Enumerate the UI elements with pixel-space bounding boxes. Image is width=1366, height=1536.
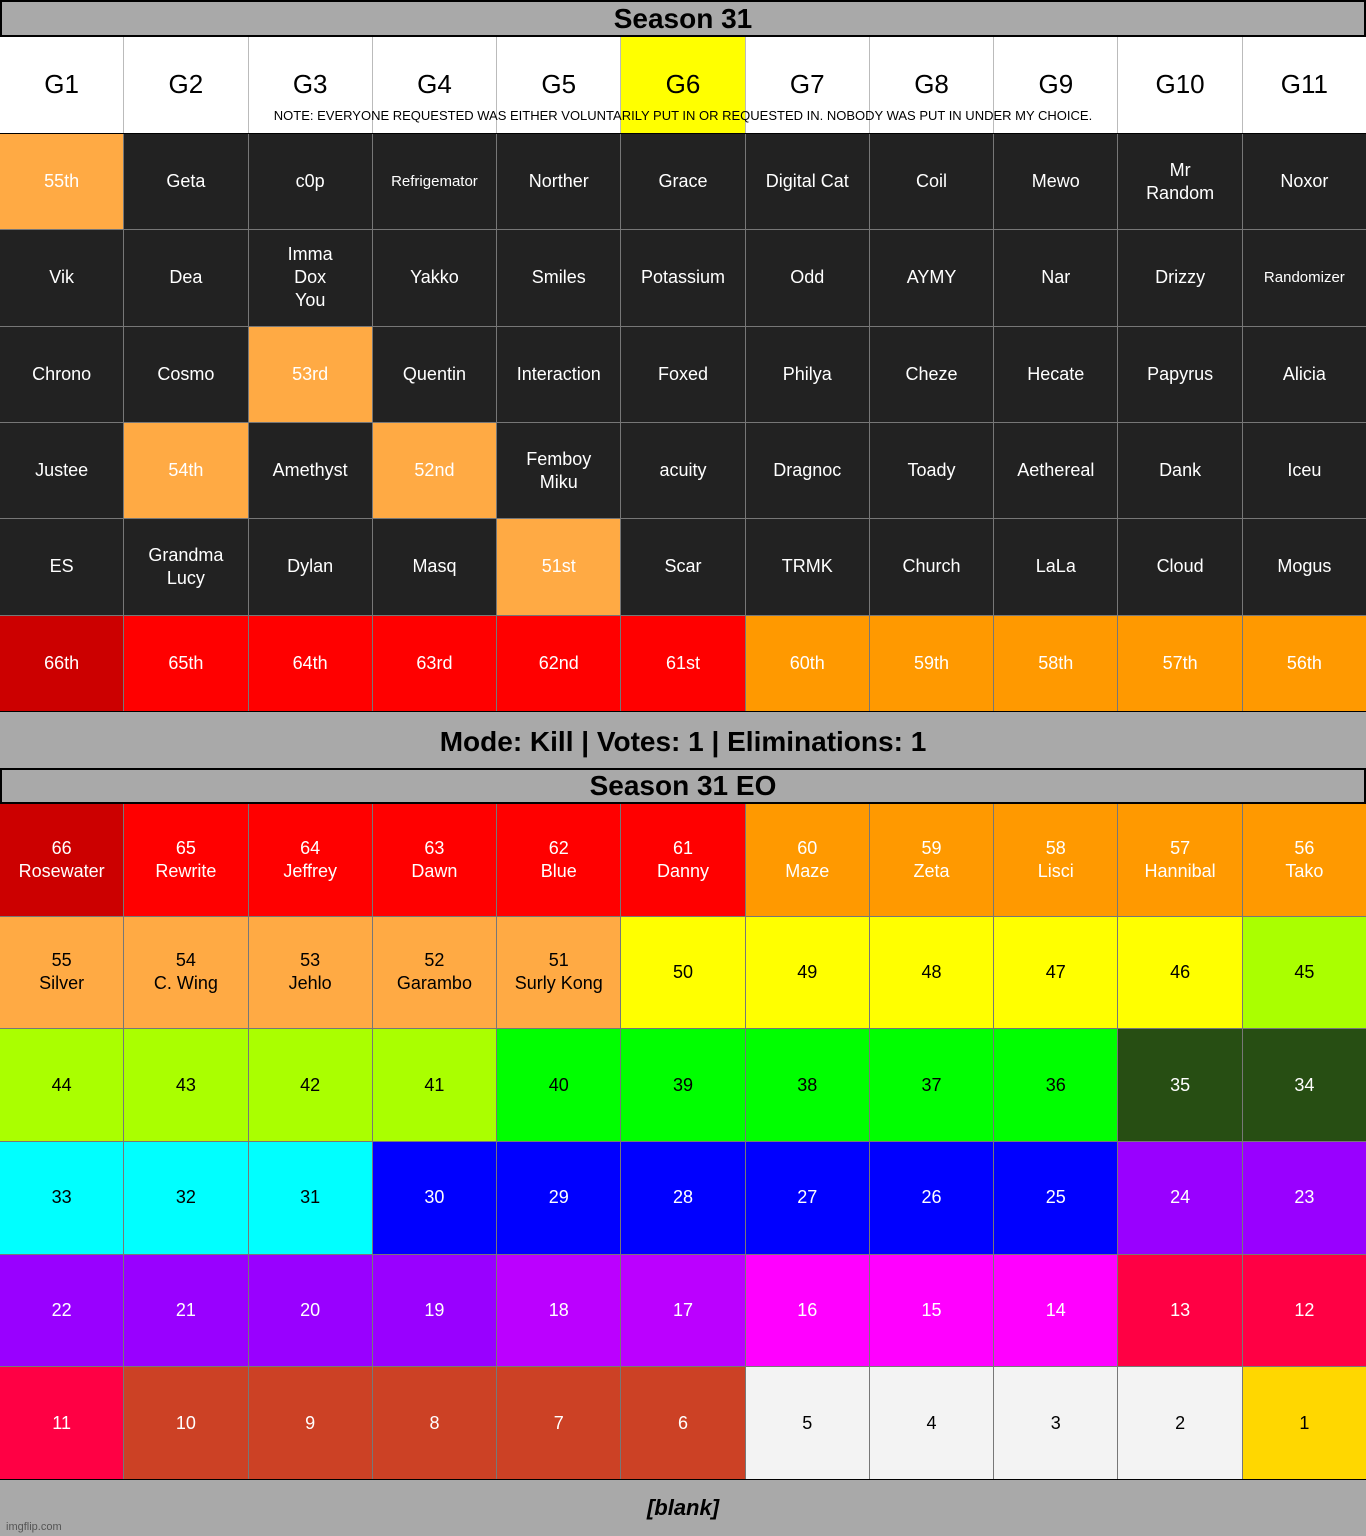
roster-cell: Coil bbox=[870, 134, 993, 229]
roster-cell: Papyrus bbox=[1118, 327, 1241, 422]
roster-cell: Yakko bbox=[373, 230, 496, 325]
roster-cell: Iceu bbox=[1243, 423, 1366, 518]
roster-cell: Cheze bbox=[870, 327, 993, 422]
eo-cell: 27 bbox=[746, 1142, 869, 1254]
group-header-highlighted: G6 bbox=[621, 37, 744, 133]
eo-cell: 9 bbox=[249, 1367, 372, 1479]
roster-cell: Nar bbox=[994, 230, 1117, 325]
eo-cell: 24 bbox=[1118, 1142, 1241, 1254]
roster-cell: Hecate bbox=[994, 327, 1117, 422]
group-header: G9 bbox=[994, 37, 1117, 133]
eo-cell: 29 bbox=[497, 1142, 620, 1254]
eo-cell: 60 Maze bbox=[746, 804, 869, 916]
group-header: G10 bbox=[1118, 37, 1241, 133]
eo-cell: 41 bbox=[373, 1029, 496, 1141]
roster-cell: Digital Cat bbox=[746, 134, 869, 229]
eo-cell: 30 bbox=[373, 1142, 496, 1254]
mode-line: Mode: Kill | Votes: 1 | Eliminations: 1 bbox=[0, 712, 1366, 768]
eo-cell: 31 bbox=[249, 1142, 372, 1254]
roster-cell: 57th bbox=[1118, 616, 1241, 711]
group-header: G3 bbox=[249, 37, 372, 133]
group-header: G4 bbox=[373, 37, 496, 133]
eo-cell: 22 bbox=[0, 1255, 123, 1367]
eo-cell: 26 bbox=[870, 1142, 993, 1254]
roster-cell: Aethereal bbox=[994, 423, 1117, 518]
roster-cell: Mewo bbox=[994, 134, 1117, 229]
season-title: Season 31 bbox=[0, 0, 1366, 37]
eo-cell: 47 bbox=[994, 917, 1117, 1029]
watermark: imgflip.com bbox=[6, 1521, 62, 1533]
roster-cell: 64th bbox=[249, 616, 372, 711]
roster-cell: 62nd bbox=[497, 616, 620, 711]
roster-cell: Mogus bbox=[1243, 519, 1366, 614]
eo-cell: 43 bbox=[124, 1029, 247, 1141]
eo-cell: 5 bbox=[746, 1367, 869, 1479]
eo-cell: 51 Surly Kong bbox=[497, 917, 620, 1029]
eo-cell: 23 bbox=[1243, 1142, 1366, 1254]
eo-cell: 16 bbox=[746, 1255, 869, 1367]
eo-cell: 65 Rewrite bbox=[124, 804, 247, 916]
eo-cell: 18 bbox=[497, 1255, 620, 1367]
roster-cell: Alicia bbox=[1243, 327, 1366, 422]
eo-cell: 53 Jehlo bbox=[249, 917, 372, 1029]
eo-cell: 32 bbox=[124, 1142, 247, 1254]
roster-cell: Imma Dox You bbox=[249, 230, 372, 325]
eo-cell: 25 bbox=[994, 1142, 1117, 1254]
eo-cell: 54 C. Wing bbox=[124, 917, 247, 1029]
roster-cell: 65th bbox=[124, 616, 247, 711]
roster-cell: Femboy Miku bbox=[497, 423, 620, 518]
roster-cell: Quentin bbox=[373, 327, 496, 422]
eo-cell: 35 bbox=[1118, 1029, 1241, 1141]
roster-cell: 63rd bbox=[373, 616, 496, 711]
eo-cell: 8 bbox=[373, 1367, 496, 1479]
eo-cell: 63 Dawn bbox=[373, 804, 496, 916]
eo-cell: 66 Rosewater bbox=[0, 804, 123, 916]
eo-cell: 59 Zeta bbox=[870, 804, 993, 916]
roster-cell: Dank bbox=[1118, 423, 1241, 518]
roster-cell: TRMK bbox=[746, 519, 869, 614]
footer-blank: [blank] bbox=[0, 1480, 1366, 1536]
eo-cell: 62 Blue bbox=[497, 804, 620, 916]
eo-cell: 15 bbox=[870, 1255, 993, 1367]
roster-cell: Grace bbox=[621, 134, 744, 229]
eo-cell: 40 bbox=[497, 1029, 620, 1141]
eo-cell: 46 bbox=[1118, 917, 1241, 1029]
roster-cell: Cloud bbox=[1118, 519, 1241, 614]
group-header: G7 bbox=[746, 37, 869, 133]
roster-cell: 51st bbox=[497, 519, 620, 614]
eo-cell: 39 bbox=[621, 1029, 744, 1141]
eo-cell: 19 bbox=[373, 1255, 496, 1367]
eo-cell: 21 bbox=[124, 1255, 247, 1367]
eo-cell: 17 bbox=[621, 1255, 744, 1367]
eo-cell: 42 bbox=[249, 1029, 372, 1141]
roster-cell: Foxed bbox=[621, 327, 744, 422]
roster-cell: Norther bbox=[497, 134, 620, 229]
group-header: G5 bbox=[497, 37, 620, 133]
roster-cell: ES bbox=[0, 519, 123, 614]
roster-cell: 66th bbox=[0, 616, 123, 711]
roster-cell: Geta bbox=[124, 134, 247, 229]
roster-cell: 52nd bbox=[373, 423, 496, 518]
roster-cell: Amethyst bbox=[249, 423, 372, 518]
roster-cell: Smiles bbox=[497, 230, 620, 325]
roster-cell: Noxor bbox=[1243, 134, 1366, 229]
eo-cell: 4 bbox=[870, 1367, 993, 1479]
eo-cell: 11 bbox=[0, 1367, 123, 1479]
eo-cell: 56 Tako bbox=[1243, 804, 1366, 916]
eo-cell: 6 bbox=[621, 1367, 744, 1479]
roster-cell: c0p bbox=[249, 134, 372, 229]
group-header: G2 bbox=[124, 37, 247, 133]
group-header: G11 bbox=[1243, 37, 1366, 133]
eo-cell: 13 bbox=[1118, 1255, 1241, 1367]
note-text: NOTE: EVERYONE REQUESTED WAS EITHER VOLUNTARILY PUT IN OR REQUESTED IN. NOBODY WAS PUT IN UNDER MY CHOICE. bbox=[273, 108, 1093, 123]
eo-cell: 57 Hannibal bbox=[1118, 804, 1241, 916]
roster-cell: acuity bbox=[621, 423, 744, 518]
roster-cell: Chrono bbox=[0, 327, 123, 422]
eo-title: Season 31 EO bbox=[0, 768, 1366, 804]
roster-cell: Interaction bbox=[497, 327, 620, 422]
roster-cell: Refrigemator bbox=[373, 134, 496, 229]
roster-cell: Justee bbox=[0, 423, 123, 518]
roster-cell: 54th bbox=[124, 423, 247, 518]
roster-cell: Dylan bbox=[249, 519, 372, 614]
eo-cell: 61 Danny bbox=[621, 804, 744, 916]
eo-grid bbox=[0, 804, 1366, 1479]
group-header: G1 bbox=[0, 37, 123, 133]
eo-cell: 44 bbox=[0, 1029, 123, 1141]
group-header: G8 bbox=[870, 37, 993, 133]
roster-cell: Randomizer bbox=[1243, 230, 1366, 325]
eo-cell: 28 bbox=[621, 1142, 744, 1254]
eo-cell: 12 bbox=[1243, 1255, 1366, 1367]
roster-cell: 55th bbox=[0, 134, 123, 229]
roster-cell: Mr Random bbox=[1118, 134, 1241, 229]
eo-cell: 33 bbox=[0, 1142, 123, 1254]
eo-cell: 2 bbox=[1118, 1367, 1241, 1479]
roster-cell: Potassium bbox=[621, 230, 744, 325]
eo-cell: 1 bbox=[1243, 1367, 1366, 1479]
eo-cell: 52 Garambo bbox=[373, 917, 496, 1029]
eo-cell: 64 Jeffrey bbox=[249, 804, 372, 916]
roster-cell: 56th bbox=[1243, 616, 1366, 711]
eo-cell: 7 bbox=[497, 1367, 620, 1479]
eo-cell: 48 bbox=[870, 917, 993, 1029]
roster-cell: Cosmo bbox=[124, 327, 247, 422]
eo-cell: 14 bbox=[994, 1255, 1117, 1367]
roster-cell: Masq bbox=[373, 519, 496, 614]
roster-cell: 61st bbox=[621, 616, 744, 711]
roster-cell: Philya bbox=[746, 327, 869, 422]
roster-cell: Toady bbox=[870, 423, 993, 518]
roster-cell: 53rd bbox=[249, 327, 372, 422]
roster-cell: Dea bbox=[124, 230, 247, 325]
eo-cell: 36 bbox=[994, 1029, 1117, 1141]
eo-cell: 38 bbox=[746, 1029, 869, 1141]
roster-cell: Grandma Lucy bbox=[124, 519, 247, 614]
roster-cell: Odd bbox=[746, 230, 869, 325]
roster-cell: AYMY bbox=[870, 230, 993, 325]
eo-cell: 20 bbox=[249, 1255, 372, 1367]
roster-cell: 59th bbox=[870, 616, 993, 711]
roster-cell: 58th bbox=[994, 616, 1117, 711]
eo-cell: 49 bbox=[746, 917, 869, 1029]
eo-cell: 45 bbox=[1243, 917, 1366, 1029]
roster-cell: Drizzy bbox=[1118, 230, 1241, 325]
eo-cell: 37 bbox=[870, 1029, 993, 1141]
roster-cell: LaLa bbox=[994, 519, 1117, 614]
roster-grid bbox=[0, 134, 1366, 711]
roster-cell: 60th bbox=[746, 616, 869, 711]
eo-cell: 10 bbox=[124, 1367, 247, 1479]
eo-cell: 50 bbox=[621, 917, 744, 1029]
roster-cell: Dragnoc bbox=[746, 423, 869, 518]
roster-cell: Church bbox=[870, 519, 993, 614]
roster-cell: Scar bbox=[621, 519, 744, 614]
eo-cell: 3 bbox=[994, 1367, 1117, 1479]
roster-cell: Vik bbox=[0, 230, 123, 325]
eo-cell: 34 bbox=[1243, 1029, 1366, 1141]
eo-cell: 58 Lisci bbox=[994, 804, 1117, 916]
eo-cell: 55 Silver bbox=[0, 917, 123, 1029]
